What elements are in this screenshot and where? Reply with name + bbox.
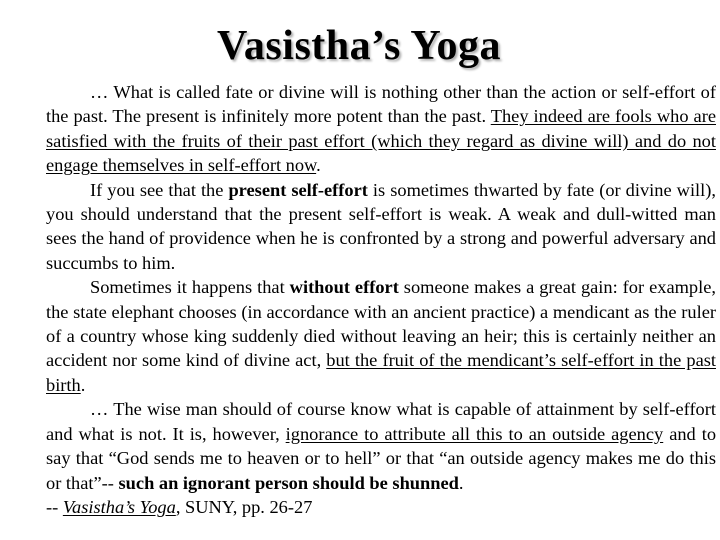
paragraph-fate: … What is called fate or divine will is nothing other than the action or self-effort of the past. The present is infinitely more potent than the past. They indeed are fools who are satisfied with the fruits of their past effort (which they regard as divine will) and do not engage themselves in self-effort now.: [46, 82, 716, 176]
bold-phrase: without effort: [289, 277, 399, 298]
bold-phrase: such an ignorant person should be shunned: [118, 472, 459, 493]
underlined-phrase: They indeed are fools who are satisfied with the fruits of their past effort (which they regard as divine will) and do not engage themselves in self-effort now: [46, 106, 716, 176]
quote-body: [46, 80, 716, 519]
paragraph-present-effort: If you see that the present self-effort is sometimes thwarted by fate (or divine will), you should understand that the present self-effort is weak. A weak and dull-witted man sees the hand of providence when he is confronted by a strong and powerful adversary and succumbs to him.: [46, 179, 716, 273]
paragraph-wise-man: … The wise man should of course know what is capable of attainment by self-effort and what is not. It is, however, ignorance to attribute all this to an outside agency and to say that “God sends me to heaven or to hell” or that “an outside agency makes me do this or that”-- such an ignorant person should be shunned.: [46, 399, 717, 493]
bold-phrase: present self-effort: [228, 179, 368, 200]
citation-work-title: Vasistha’s Yoga: [62, 496, 176, 517]
underlined-phrase: but the fruit of the mendicant’s self-effort in the past birth: [46, 350, 716, 395]
paragraph-without-effort: Sometimes it happens that without effort someone makes a great gain: for example, the state elephant chooses (in accordance with an ancient practice) a mendicant as the ruler of a country whose king suddenly died without leaving an heir; this is certainly neither an accident nor some kind of divine act, but the fruit of the mendicant’s self-effort in the past birth.: [46, 277, 716, 395]
page-title: Vasistha’s Yoga: [216, 23, 502, 69]
underlined-phrase: ignorance to attribute all this to an outside agency: [285, 423, 664, 444]
citation: -- Vasistha’s Yoga, SUNY, pp. 26-27: [46, 496, 313, 517]
